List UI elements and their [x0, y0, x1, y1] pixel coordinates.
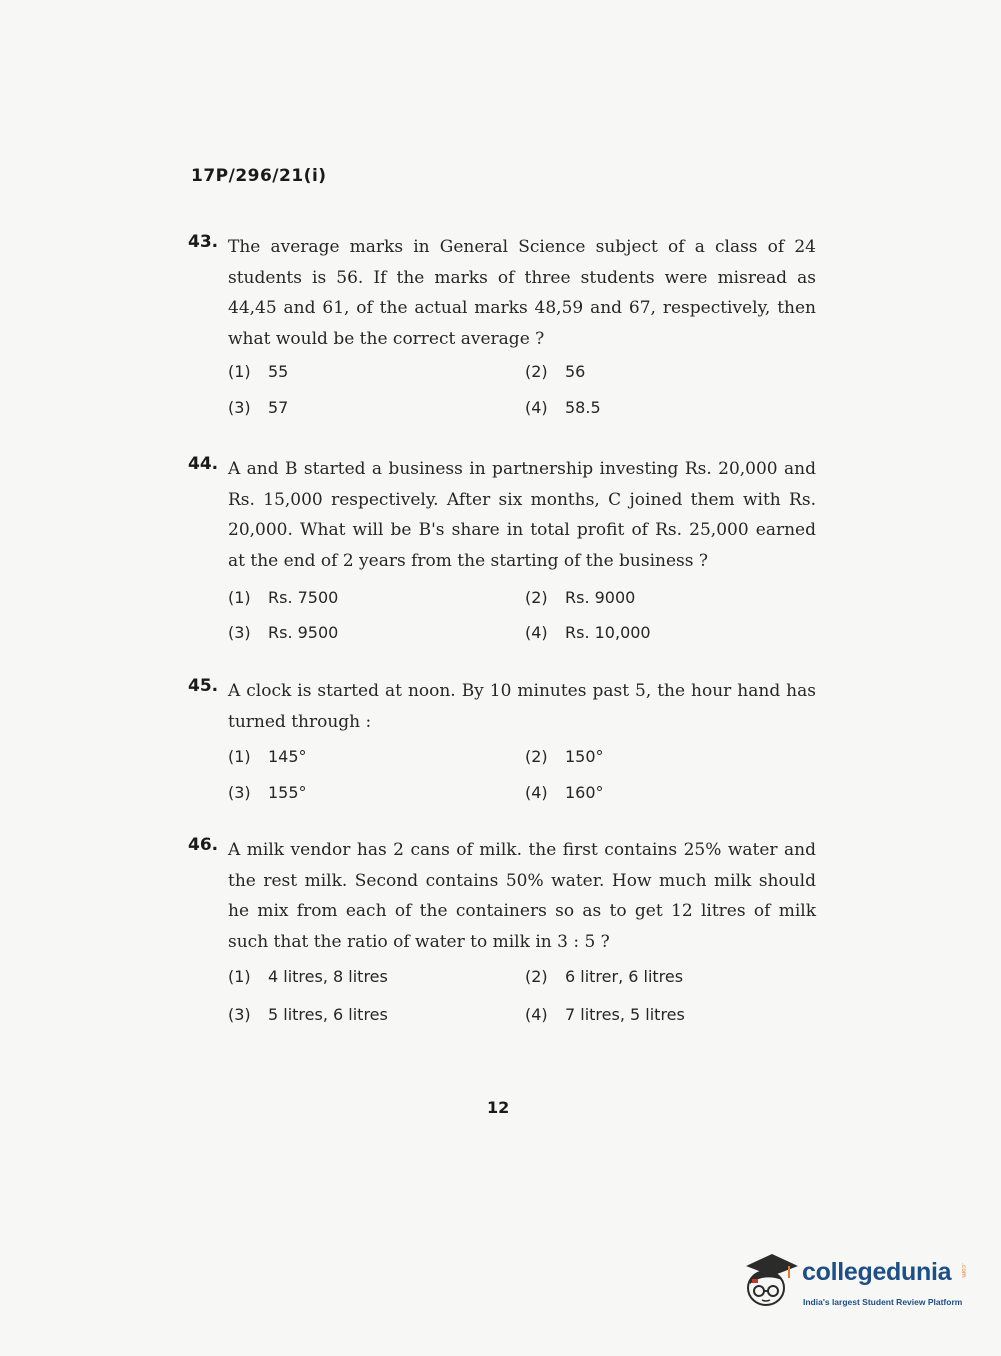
page-number: 12 [487, 1098, 510, 1117]
option-number: (2) [525, 747, 548, 766]
option-number: (3) [228, 1005, 251, 1024]
option-value: Rs. 9500 [268, 623, 339, 642]
option-value: 5 litres, 6 litres [268, 1005, 388, 1024]
option-value: Rs. 9000 [565, 588, 636, 607]
option-value: 6 litrer, 6 litres [565, 967, 684, 986]
option-number: (1) [228, 588, 251, 607]
option-4 [525, 1005, 685, 1025]
option-1 [228, 588, 338, 608]
collegedunia-logo [742, 1248, 972, 1318]
option-number: (1) [228, 362, 251, 381]
option-number: (1) [228, 747, 251, 766]
question-text: A clock is started at noon. By 10 minutes past 5, the hour hand has turned through : [228, 681, 816, 732]
question-number: 46. [188, 835, 219, 855]
option-number: (4) [525, 1005, 548, 1024]
option-value: 160° [565, 783, 604, 802]
option-value: 155° [268, 783, 307, 802]
option-number: (2) [525, 967, 548, 986]
option-3 [228, 623, 338, 643]
option-2 [525, 362, 585, 382]
question-text: The average marks in General Science subject of a class of 24 students is 56. If the marks of three students were misread as 44,45 and 61, of the actual marks 48,59 and 67, respectively, then what would be the correct average ? [228, 237, 816, 349]
option-number: (4) [525, 783, 548, 802]
option-2 [525, 747, 604, 767]
option-value: 7 litres, 5 litres [565, 1005, 685, 1024]
option-4 [525, 398, 601, 418]
option-value: Rs. 10,000 [565, 623, 651, 642]
option-number: (3) [228, 783, 251, 802]
option-value: 57 [268, 398, 289, 417]
option-1 [228, 967, 388, 987]
option-1 [228, 747, 307, 767]
option-1 [228, 362, 288, 382]
logo-domain-suffix: .com [960, 1263, 967, 1278]
option-2 [525, 588, 635, 608]
option-2 [525, 967, 683, 987]
option-value: 4 litres, 8 litres [268, 967, 388, 986]
logo-tagline: India's largest Student Review Platform [803, 1297, 963, 1307]
option-3 [228, 1005, 388, 1025]
question-number: 44. [188, 454, 219, 474]
option-value: 56 [565, 362, 586, 381]
exam-paper-code: 17P/296/21(i) [191, 166, 327, 186]
question-number: 43. [188, 232, 219, 252]
option-4 [525, 623, 651, 643]
option-number: (4) [525, 398, 548, 417]
question-text: A and B started a business in partnership investing Rs. 20,000 and Rs. 15,000 respectively. After six months, C joined them with Rs. 20,000. What will be B's share in total profit of Rs. 25,000 earned at the end of 2 years from the starting of the business ? [228, 459, 816, 571]
option-value: 145° [268, 747, 307, 766]
option-number: (2) [525, 362, 548, 381]
option-value: 150° [565, 747, 604, 766]
option-3 [228, 783, 307, 803]
option-number: (3) [228, 623, 251, 642]
option-number: (2) [525, 588, 548, 607]
option-number: (4) [525, 623, 548, 642]
option-number: (1) [228, 967, 251, 986]
option-number: (3) [228, 398, 251, 417]
question-number: 45. [188, 676, 219, 696]
logo-wordmark: collegedunia [802, 1258, 952, 1286]
option-4 [525, 783, 604, 803]
question-text: A milk vendor has 2 cans of milk. the first contains 25% water and the rest milk. Second contains 50% water. How much milk should he mix from each of the containers so as to get 12 litres of milk such that the ratio of water to milk in 3 : 5 ? [228, 840, 816, 952]
option-value: Rs. 7500 [268, 588, 339, 607]
option-3 [228, 398, 288, 418]
student-mascot-icon [742, 1250, 800, 1310]
option-value: 55 [268, 362, 289, 381]
option-value: 58.5 [565, 398, 601, 417]
